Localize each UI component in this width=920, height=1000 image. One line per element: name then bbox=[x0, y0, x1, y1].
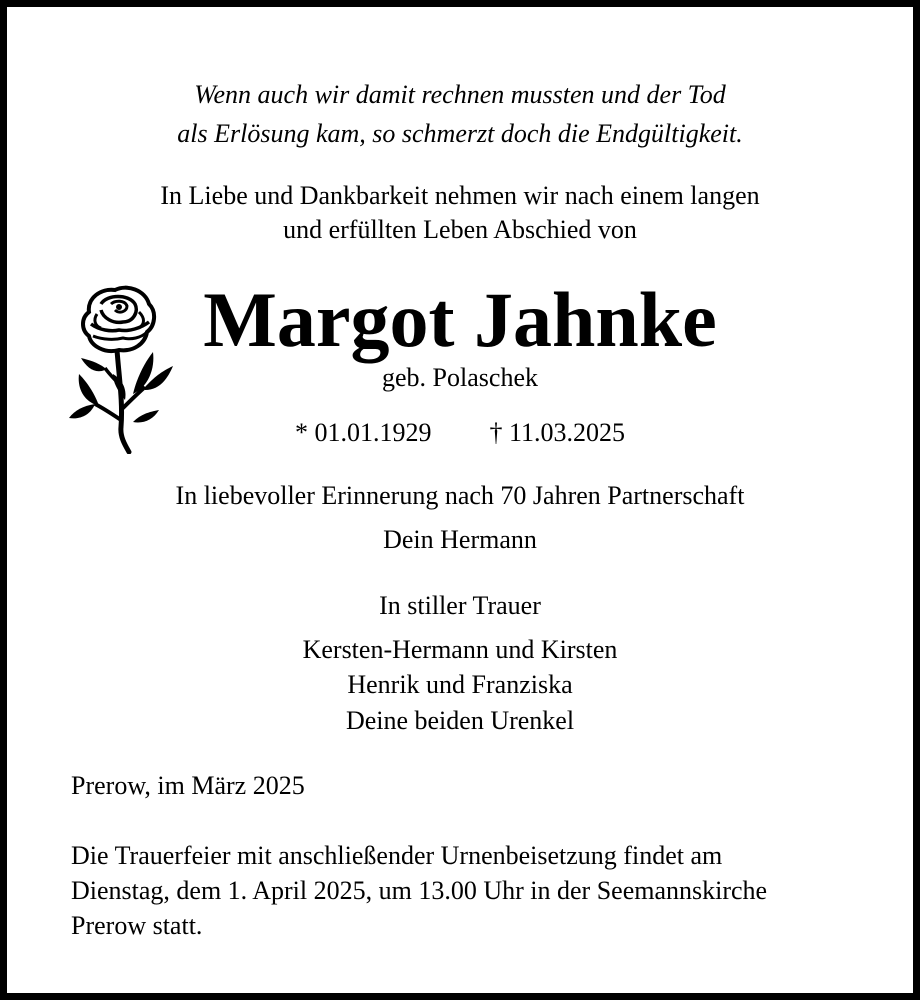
birth-date: * 01.01.1929 bbox=[294, 418, 432, 447]
life-dates bbox=[7, 416, 913, 450]
mourner-1: Kersten-Hermann und Kirsten bbox=[302, 635, 618, 664]
place-date: Prerow, im März 2025 bbox=[71, 771, 305, 800]
partner-name: Dein Hermann bbox=[383, 525, 537, 554]
mourner-3: Deine beiden Urenkel bbox=[345, 706, 575, 735]
funeral-info-line-2: Dienstag, dem 1. April 2025, um 13.00 Uhr in der Seemannskirche bbox=[71, 876, 768, 905]
death-date: † 11.03.2025 bbox=[489, 418, 626, 447]
funeral-info-line-3: Prerow statt. bbox=[71, 911, 203, 940]
funeral-info-line-1: Die Trauerfeier mit anschließender Urnenbeisetzung findet am bbox=[71, 841, 723, 870]
quote-line-2: als Erlösung kam, so schmerzt doch die Endgültigkeit. bbox=[177, 119, 743, 148]
quote-line-1: Wenn auch wir damit rechnen mussten und der Tod bbox=[194, 80, 726, 109]
mourner-2: Henrik und Franziska bbox=[347, 670, 573, 699]
intro-line-2: und erfüllten Leben Abschied von bbox=[283, 215, 637, 244]
intro-line-1: In Liebe und Dankbarkeit nehmen wir nach einem langen bbox=[160, 181, 760, 210]
deceased-name: Margot Jahnke bbox=[203, 276, 717, 363]
maiden-name: geb. Polaschek bbox=[382, 363, 538, 392]
mourning-label: In stiller Trauer bbox=[379, 591, 541, 620]
partner-line: In liebevoller Erinnerung nach 70 Jahren Partnerschaft bbox=[175, 481, 745, 510]
